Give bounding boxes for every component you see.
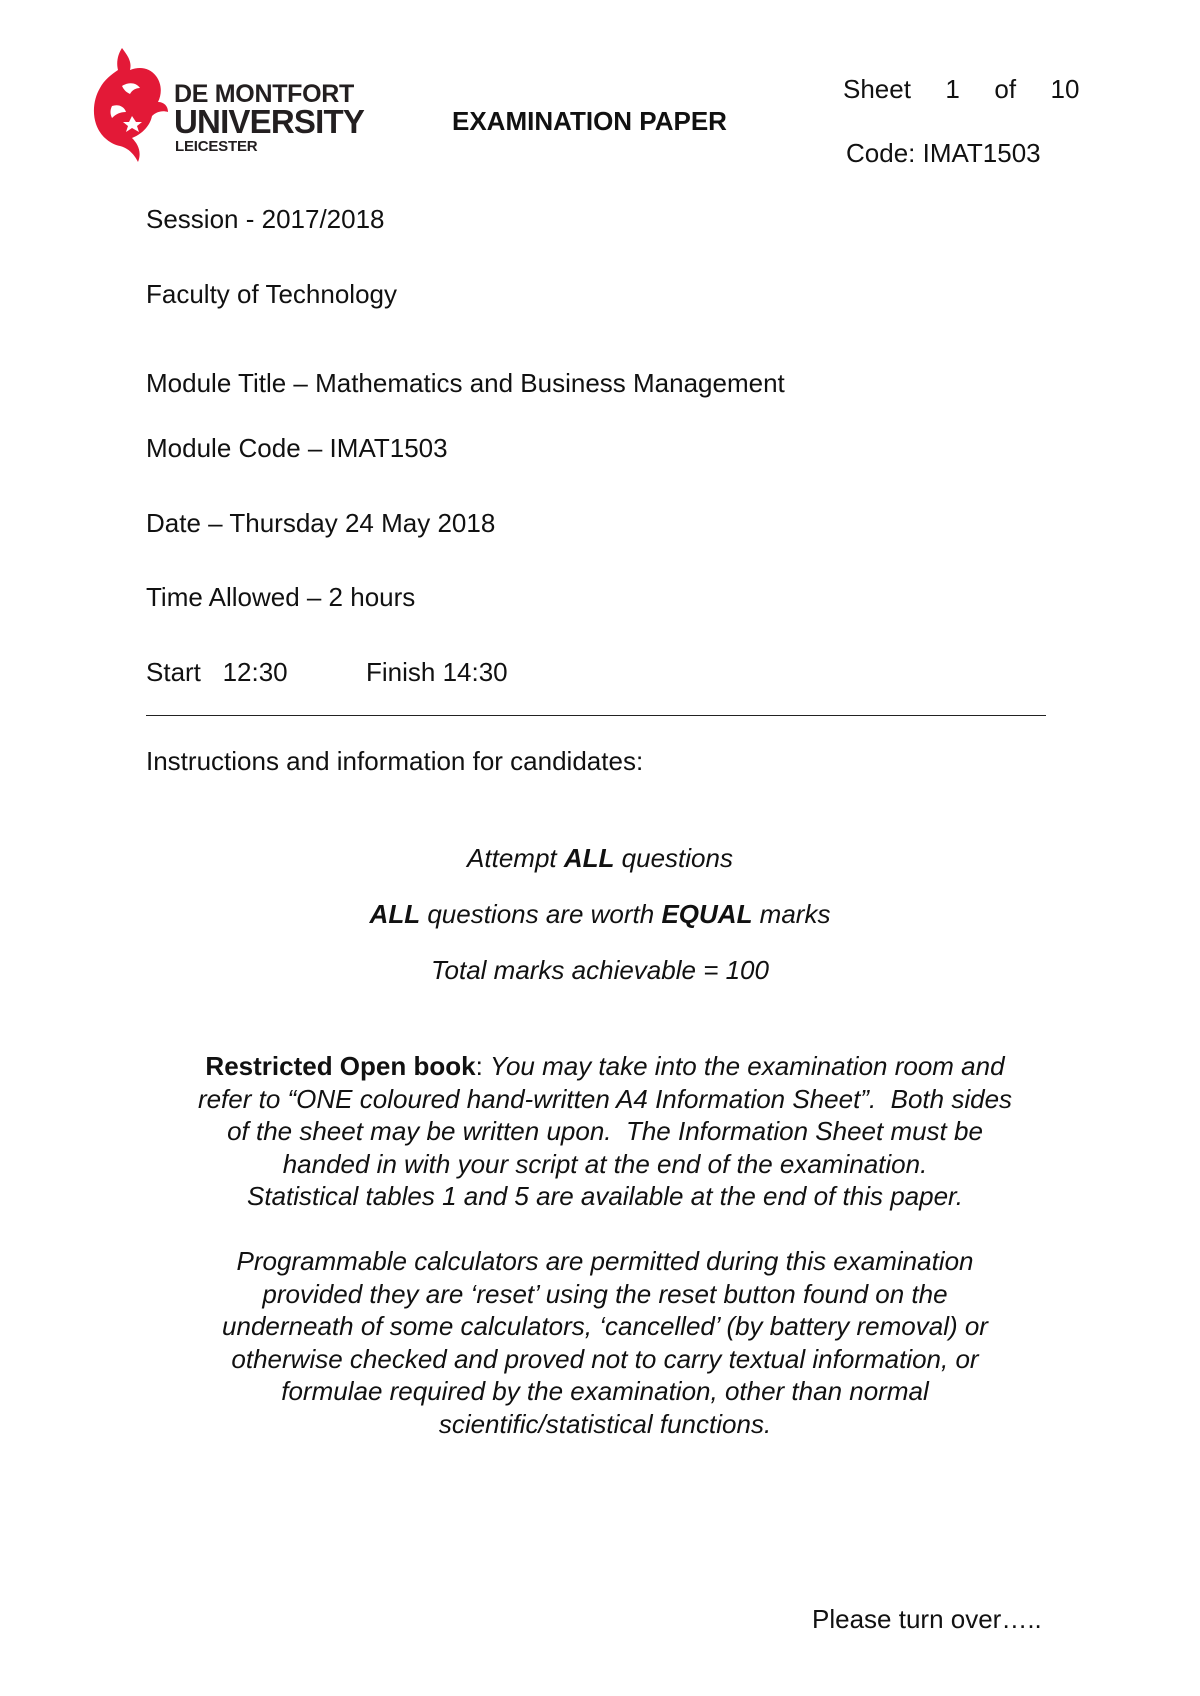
- restricted-line-1: You may take into the examination room and: [490, 1051, 1005, 1081]
- calculators-line-4: otherwise checked and proved not to carry textual information, or: [231, 1343, 979, 1374]
- restricted-line-2: refer to “ONE coloured hand-written A4 Information Sheet”. Both sides: [197, 1083, 1013, 1114]
- module-code-text: Module Code – IMAT1503: [146, 433, 448, 463]
- sheet-number: 1: [945, 74, 960, 104]
- attempt-post: questions: [614, 843, 733, 873]
- restricted-line-5: Statistical tables 1 and 5 are available at the end of this paper.: [247, 1181, 963, 1211]
- worth-post: marks: [752, 899, 831, 929]
- module-title-text: Module Title – Mathematics and Business Management: [146, 368, 785, 398]
- calculators-line-6: scientific/statistical functions.: [438, 1408, 772, 1439]
- start-time-text: Start 12:30: [146, 657, 288, 687]
- calculators-line-3: underneath of some calculators, ‘cancelled’ (by battery removal) or: [222, 1311, 988, 1341]
- section-divider: [146, 715, 1046, 716]
- calculators-line-5: formulae required by the examination, other than normal: [281, 1376, 929, 1406]
- calculators-block: [140, 1245, 1070, 1440]
- logo-text-de-montfort: DE MONTFORT: [174, 80, 355, 108]
- time-allowed-text: Time Allowed – 2 hours: [146, 582, 416, 612]
- logo-text-leicester: LEICESTER: [175, 138, 258, 155]
- restricted-colon: :: [475, 1051, 491, 1081]
- attempt-all-line: [0, 843, 1200, 874]
- sheet-total: 10: [1050, 74, 1080, 104]
- exam-date-text: Date – Thursday 24 May 2018: [146, 508, 496, 538]
- attempt-bold: ALL: [563, 843, 615, 873]
- please-turn-over-text: Please turn over…..: [812, 1604, 1042, 1634]
- university-logo: [92, 46, 382, 164]
- restricted-label: Restricted Open book: [205, 1051, 476, 1081]
- total-marks-line: Total marks achievable = 100: [431, 955, 769, 985]
- worth-bold-all: ALL: [369, 899, 421, 929]
- attempt-pre: Attempt: [467, 843, 564, 873]
- session-text: Session - 2017/2018: [146, 204, 385, 234]
- restricted-line-3: of the sheet may be written upon. The Information Sheet must be: [227, 1116, 983, 1146]
- calculators-line-2: provided they are ‘reset’ using the reset button found on the: [262, 1278, 948, 1309]
- restricted-open-book-block: [140, 1050, 1070, 1213]
- worth-mid: questions are worth: [420, 899, 662, 929]
- instructions-heading: Instructions and information for candidates:: [146, 746, 644, 776]
- sheet-counter: [843, 74, 1079, 105]
- calculators-line-1: Programmable calculators are permitted during this examination: [236, 1246, 974, 1276]
- document-title: EXAMINATION PAPER: [452, 106, 727, 136]
- sheet-of-label: of: [994, 74, 1017, 104]
- finish-time-text: Finish 14:30: [366, 657, 508, 687]
- worth-bold-equal: EQUAL: [661, 899, 753, 929]
- logo-text-university: UNIVERSITY: [174, 103, 365, 140]
- dragon-crest-icon: [92, 46, 172, 164]
- module-code-header: Code: IMAT1503: [846, 138, 1041, 168]
- sheet-label: Sheet: [843, 74, 911, 104]
- faculty-text: Faculty of Technology: [146, 279, 397, 309]
- equal-marks-line: [0, 899, 1200, 930]
- restricted-line-4: handed in with your script at the end of the examination.: [282, 1148, 928, 1179]
